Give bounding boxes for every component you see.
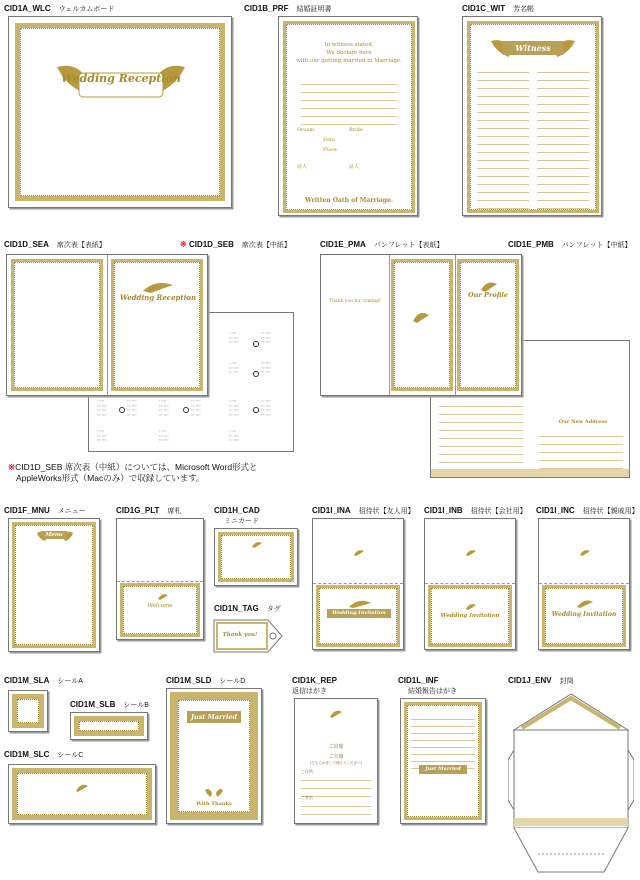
pamphlet-lines-right: [539, 429, 623, 469]
seating-cover-card: [6, 254, 208, 396]
label-inf: [398, 676, 457, 697]
wing-icon: [75, 783, 89, 793]
fold-line: [107, 255, 108, 395]
label-name: 封筒: [559, 678, 574, 685]
menu-card: [8, 518, 100, 652]
wing-icon: [575, 599, 595, 609]
fold-line: [313, 583, 403, 584]
label-code: CID1A_WLC: [4, 4, 51, 13]
label-inc: [536, 506, 639, 516]
label-code: CID1E_PMA: [320, 240, 366, 249]
note-line-1: CID1D_SEB 席次表（中紙）については、Microsoft Word形式と: [15, 462, 258, 472]
reply-decline: ご欠席: [328, 754, 344, 760]
groom-field-label: Groom: [297, 127, 315, 133]
fold-line: [425, 583, 515, 584]
table-circle: [253, 407, 259, 413]
label-code: CID1D_SEA: [4, 240, 49, 249]
tag-text: Thank you!: [222, 632, 258, 638]
oath-line: In witness stated,: [324, 42, 374, 48]
seal-b: [70, 712, 148, 740]
wings-icon: [203, 787, 225, 799]
thanks-text: Thank you for coming!: [329, 299, 381, 304]
reply-address-lines: [301, 773, 371, 797]
label-code: CID1H_CAD: [214, 506, 260, 515]
fold-line: [455, 255, 456, 395]
label-plt: [116, 506, 181, 516]
date-field-label: Date: [323, 137, 335, 143]
invitation-friends-card: [312, 518, 404, 650]
fold-line: [117, 581, 203, 582]
with-thanks-text: With Thanks: [196, 801, 232, 807]
label-wit: [462, 4, 534, 14]
seat-list: ◦ ◦◦◦◦ ◦◦◦ ◦◦◦◦ ◦◦◦ ◦◦◦◦ ◦◦◦ ◦◦◦◦: [229, 399, 239, 417]
just-married-title: Just Married: [187, 711, 241, 723]
reply-instruction: (どちらかを〇で囲んでください): [310, 761, 362, 765]
seal-c: [8, 764, 156, 824]
label-name: パンフレット【表紙】: [373, 242, 444, 249]
invitation-relatives-card: [538, 518, 630, 650]
label-slb: [70, 700, 149, 710]
menu-title: Menu: [41, 531, 67, 539]
label-sld: [166, 676, 245, 686]
oath-ruled-lines: [301, 77, 397, 125]
invitation-company-card: [424, 518, 516, 650]
ornament-frame-left: [11, 259, 103, 391]
reply-address-label: ご住所: [301, 769, 313, 774]
label-name: 席次表【中紙】: [241, 242, 291, 249]
placecard-title: Welcome: [147, 603, 173, 609]
wing-icon: [411, 311, 431, 325]
label-code: CID1M_SLC: [4, 750, 50, 759]
label-code: CID1B_PRF: [244, 4, 289, 13]
label-env: [508, 676, 574, 686]
seat-list: ◦◦◦ ◦◦◦◦ ◦◦◦ ◦◦◦◦ ◦◦◦ ◦◦◦◦ ◦◦◦ ◦◦◦◦: [261, 399, 271, 417]
seating-file-note: [8, 462, 258, 484]
wing-icon: [251, 541, 263, 549]
seal-a: [8, 690, 48, 732]
label-rep: [292, 676, 337, 697]
reply-attend: ご出席: [328, 744, 344, 750]
ornament-frame: [218, 532, 294, 582]
label-sla: [4, 676, 83, 686]
pamphlet-cover-card: [320, 254, 522, 396]
wing-icon: [353, 549, 365, 557]
seat-list: ◦ ◦◦◦◦ ◦◦◦ ◦◦◦◦ ◦◦◦ ◦◦◦◦ ◦◦◦ ◦◦◦◦: [97, 399, 107, 417]
label-name: パンフレット【中紙】: [561, 242, 632, 249]
seat-list: ◦◦◦ ◦◦◦◦ ◦◦◦ ◦◦◦◦ ◦◦◦ ◦◦◦◦: [261, 331, 271, 344]
report-title: Just Married: [419, 765, 467, 774]
label-code: CID1M_SLA: [4, 676, 50, 685]
seat-list: ◦◦◦ ◦◦◦◦ ◦◦◦ ◦◦◦◦ ◦◦◦ ◦◦◦◦ ◦◦◦ ◦◦◦◦: [191, 399, 201, 417]
ornament-frame-right: [457, 259, 519, 391]
profile-title: Our Profile: [467, 291, 509, 299]
label-code: CID1I_INA: [312, 506, 351, 515]
note-mark: ※: [8, 462, 16, 472]
label-inb: [424, 506, 527, 516]
oath-footer: Written Oath of Marriage.: [305, 197, 393, 204]
oath-text: [289, 41, 409, 65]
seating-title: Wedding Reception: [119, 293, 197, 302]
fold-line: [389, 255, 390, 395]
mini-card: [214, 528, 298, 586]
witness-title: Witness: [503, 41, 563, 55]
label-name: 芳名帳: [513, 6, 535, 13]
label-code: CID1N_TAG: [214, 604, 259, 613]
ornament-frame-right: [111, 259, 203, 391]
label-code: CID1F_MNU: [4, 506, 50, 515]
seal-d: [166, 688, 262, 824]
label-name: 席次表【表紙】: [56, 242, 106, 249]
label-code: CID1D_SEB: [188, 240, 234, 249]
label-name: ウェルカムボード: [58, 6, 115, 13]
report-lines: [411, 713, 475, 769]
wing-icon: [465, 549, 477, 557]
seat-list: ◦ ◦◦◦◦ ◦◦◦ ◦◦◦◦ ◦◦◦ ◦◦◦◦: [229, 429, 239, 442]
label-code: CID1E_PMB: [508, 240, 554, 249]
seat-list: ◦◦◦ ◦◦◦◦ ◦◦◦ ◦◦◦◦ ◦◦◦ ◦◦◦◦ ◦◦◦ ◦◦◦◦: [127, 399, 137, 417]
marriage-certificate-card: [278, 16, 418, 216]
label-seb: [180, 240, 291, 250]
label-slc: [4, 750, 83, 760]
label-wlc: [4, 4, 114, 14]
oath-line: We declare here: [326, 50, 372, 56]
label-name: シールD: [219, 678, 246, 685]
witness-field-label-1: 証人: [297, 164, 308, 170]
seat-list: ◦ ◦◦◦◦ ◦◦◦ ◦◦◦◦ ◦◦◦ ◦◦◦◦: [229, 331, 239, 344]
label-name: 結婚報告はがき: [408, 688, 457, 695]
pamphlet-lines-left: [439, 399, 523, 463]
guestbook-lines-right: [537, 65, 589, 209]
label-cad: [214, 506, 260, 527]
label-name: 招待状【会社用】: [470, 508, 527, 515]
table-circle: [183, 407, 189, 413]
table-circle: [253, 371, 259, 377]
label-code: CID1C_WIT: [462, 4, 506, 13]
wing-icon: [329, 709, 343, 719]
label-name: 結婚証明書: [296, 6, 332, 13]
label-name: 招待状【友人用】: [358, 508, 415, 515]
reply-name-lines: [301, 799, 371, 815]
wing-icon: [579, 549, 591, 557]
wing-icon: [465, 603, 477, 611]
label-sea: [4, 240, 106, 250]
label-code: CID1J_ENV: [508, 676, 552, 685]
bride-field-label: Bride: [349, 127, 363, 133]
pamphlet-ornament-strip: [431, 469, 629, 477]
ornament-frame: [74, 716, 144, 736]
ornament-frame-center: [391, 259, 453, 391]
note-line-2: AppleWorks形式（Macのみ）で収録しています。: [16, 473, 205, 483]
invite-title-a: Wedding Invitation: [327, 609, 391, 618]
wings-icon: [347, 599, 373, 609]
new-address-title: Our New Address: [558, 419, 608, 425]
place-card: [116, 518, 204, 640]
label-name: 招待状【親戚用】: [582, 508, 639, 515]
label-code: CID1I_INB: [424, 506, 463, 515]
label-name: タグ: [266, 606, 281, 613]
label-pma: [320, 240, 443, 250]
label-name: シールC: [57, 752, 84, 759]
label-name: シールB: [123, 702, 149, 709]
label-name: 返信はがき: [292, 688, 327, 695]
reply-name-label: ご芳名: [301, 795, 313, 800]
ornament-frame: [15, 23, 225, 201]
label-code: CID1K_REP: [292, 676, 337, 685]
note-mark: ※: [180, 240, 187, 249]
ornament-frame: [120, 583, 200, 637]
witness-field-label-2: 証人: [349, 164, 360, 170]
seat-list: ◦◦◦ ◦◦◦◦ ◦◦◦ ◦◦◦◦ ◦◦◦ ◦◦◦◦: [261, 361, 271, 374]
place-field-label: Place: [323, 147, 337, 153]
guestbook-lines-left: [477, 65, 529, 209]
welcome-title: Wedding Reception: [61, 72, 181, 85]
seat-list: ◦ ◦◦◦◦ ◦◦◦ ◦◦◦◦ ◦◦◦ ◦◦◦◦: [159, 429, 169, 442]
seat-list: ◦ ◦◦◦◦ ◦◦◦ ◦◦◦◦ ◦◦◦ ◦◦◦◦ ◦◦◦ ◦◦◦◦: [159, 399, 169, 417]
label-code: CID1L_INF: [398, 676, 439, 685]
label-name: 席札: [167, 508, 182, 515]
reply-postcard: [294, 698, 378, 824]
wing-icon: [157, 593, 169, 601]
label-code: CID1G_PLT: [116, 506, 160, 515]
label-name: シールA: [57, 678, 83, 685]
ornament-frame: [12, 768, 152, 820]
label-mnu: [4, 506, 86, 516]
table-circle: [119, 407, 125, 413]
label-prf: [244, 4, 331, 14]
label-code: CID1M_SLB: [70, 700, 116, 709]
welcome-board-card: [8, 16, 232, 208]
invite-title-c: Wedding Invitation: [551, 611, 617, 618]
report-postcard: [400, 698, 486, 824]
fold-line: [539, 583, 629, 584]
label-tag: [214, 604, 281, 614]
label-ina: [312, 506, 415, 516]
invite-title-b: Wedding Invitation: [440, 613, 500, 619]
seat-list: ◦ ◦◦◦◦ ◦◦◦ ◦◦◦◦ ◦◦◦ ◦◦◦◦: [97, 429, 107, 442]
guestbook-card: [462, 16, 602, 216]
oath-line: with our getting married in Marriage.: [296, 58, 402, 64]
table-circle: [253, 341, 259, 347]
label-name: ミニカード: [224, 518, 259, 525]
label-code: CID1I_INC: [536, 506, 575, 515]
ornament-frame: [12, 694, 44, 728]
seat-list: ◦ ◦◦◦◦ ◦◦◦ ◦◦◦◦ ◦◦◦ ◦◦◦◦: [229, 361, 239, 374]
label-name: メニュー: [57, 508, 86, 515]
label-pmb: [508, 240, 631, 250]
envelope-template: [508, 690, 634, 876]
label-code: CID1M_SLD: [166, 676, 212, 685]
